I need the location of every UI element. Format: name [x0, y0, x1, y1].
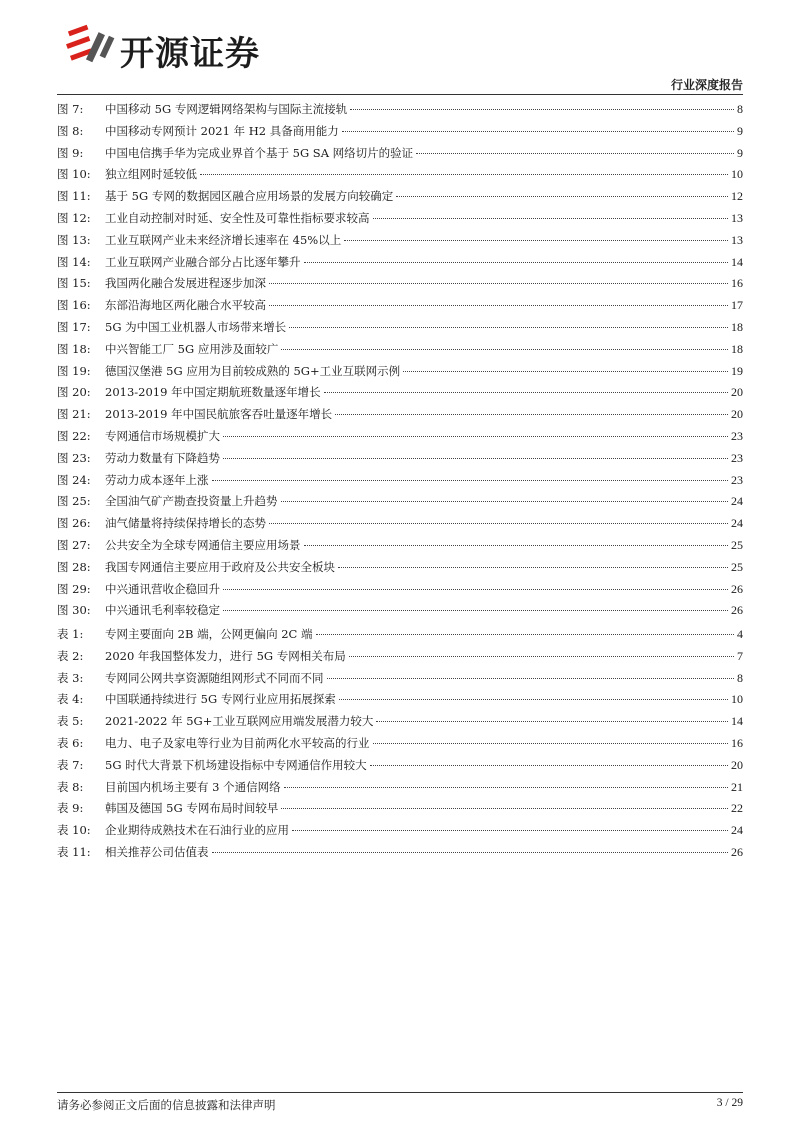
toc-entry-title: 专网同公网共享资源随组网形式不同而不同: [105, 670, 324, 685]
toc-entry-label: 图 26:: [57, 516, 91, 531]
toc-dot-leader: [281, 808, 728, 809]
toc-entry[interactable]: [57, 493, 743, 515]
toc-entry-page: 23: [731, 472, 743, 487]
toc-entry-label: 图 25:: [57, 494, 91, 509]
toc-entry-title: 工业自动控制对时延、安全性及可靠性指标要求较高: [105, 210, 370, 225]
toc-entry[interactable]: [57, 844, 743, 866]
toc-entry-title: 韩国及德国 5G 专网布局时间较早: [105, 801, 279, 816]
toc-dot-leader: [416, 153, 734, 154]
toc-entry-label: 图 29:: [57, 581, 91, 596]
toc-entry[interactable]: [57, 602, 743, 624]
page-indicator: 3 / 29: [716, 1097, 743, 1109]
toc-entry-title: 工业互联网产业未来经济增长速率在 45%以上: [105, 232, 342, 247]
toc-entry-title: 基于 5G 专网的数据园区融合应用场景的发展方向较确定: [105, 189, 394, 204]
toc-entry-label: 图 18:: [57, 341, 91, 356]
toc-dot-leader: [292, 830, 728, 831]
toc-entry-page: 12: [731, 189, 743, 204]
toc-entry-label: 表 11:: [57, 844, 91, 859]
toc-entry-page: 24: [731, 516, 743, 531]
toc-dot-leader: [223, 589, 728, 590]
toc-entry[interactable]: [57, 735, 743, 757]
toc-dot-leader: [370, 765, 728, 766]
toc-entry-title: 我国两化融合发展进程逐步加深: [105, 276, 266, 291]
footer-divider: [57, 1092, 743, 1093]
toc-entry-page: 14: [731, 714, 743, 729]
toc-dot-leader: [349, 656, 734, 657]
toc-entry-label: 表 8:: [57, 779, 84, 794]
footer-disclaimer: 请务必参阅正文后面的信息披露和法律声明: [57, 1098, 276, 1112]
toc-entry-label: 表 3:: [57, 670, 84, 685]
toc-entry-page: 9: [737, 123, 743, 138]
toc-entry-label: 图 10:: [57, 167, 91, 182]
toc-entry-label: 图 13:: [57, 232, 91, 247]
toc-entry-page: 25: [731, 537, 743, 552]
toc-entry[interactable]: [57, 757, 743, 779]
toc-entry-page: 18: [731, 341, 743, 356]
toc-dot-leader: [289, 327, 728, 328]
toc-entry[interactable]: [57, 691, 743, 713]
toc-entry-label: 图 21:: [57, 407, 91, 422]
toc-entry-page: 21: [731, 779, 743, 794]
toc-entry-page: 10: [731, 167, 743, 182]
toc-entry-page: 10: [731, 692, 743, 707]
toc-entry-page: 26: [731, 581, 743, 596]
toc-dot-leader: [304, 545, 729, 546]
toc-entry-label: 表 5:: [57, 714, 84, 729]
toc-dot-leader: [269, 283, 728, 284]
toc-entry-title: 独立组网时延较低: [105, 167, 197, 182]
logo-mark-icon: [64, 22, 116, 70]
toc-entry-page: 8: [737, 102, 743, 116]
toc-entry[interactable]: [57, 626, 743, 648]
toc-entry-title: 公共安全为全球专网通信主要应用场景: [105, 537, 301, 552]
toc-entry-title: 5G 为中国工业机器人市场带来增长: [105, 319, 287, 334]
toc-entry-label: 图 30:: [57, 603, 91, 618]
toc-entry-title: 中国联通持续进行 5G 专网行业应用拓展探索: [105, 692, 336, 707]
toc-dot-leader: [269, 523, 728, 524]
toc-entry-title: 电力、电子及家电等行业为目前两化水平较高的行业: [105, 735, 370, 750]
toc-entry-label: 图 17:: [57, 319, 91, 334]
toc-entry-page: 16: [731, 735, 743, 750]
toc-entry[interactable]: [57, 384, 743, 406]
toc-entry-title: 相关推荐公司估值表: [105, 844, 209, 859]
toc-entry-page: 19: [731, 363, 743, 378]
toc-entry-title: 2013-2019 年中国民航旅客吞吐量逐年增长: [105, 407, 333, 422]
toc-dot-leader: [284, 787, 728, 788]
toc-entry-label: 图 12:: [57, 210, 91, 225]
toc-entry-title: 2020 年我国整体发力，进行 5G 专网相关布局: [105, 648, 346, 663]
toc-entry-title: 中国移动 5G 专网逻辑网络架构与国际主流接轨: [105, 102, 348, 116]
toc-dot-leader: [212, 480, 729, 481]
toc-entry[interactable]: [57, 101, 743, 123]
toc-dot-leader: [403, 371, 728, 372]
toc-entry-label: 图 11:: [57, 189, 91, 204]
toc-entry[interactable]: [57, 188, 743, 210]
toc-entry-title: 我国专网通信主要应用于政府及公共安全板块: [105, 559, 335, 574]
toc-dot-leader: [316, 634, 734, 635]
toc-entry[interactable]: [57, 515, 743, 537]
toc-entry-label: 图 24:: [57, 472, 91, 487]
toc-dot-leader: [223, 458, 728, 459]
toc-entry-page: 25: [731, 559, 743, 574]
toc-entry-page: 16: [731, 276, 743, 291]
toc-entry-label: 表 9:: [57, 801, 84, 816]
toc-entry[interactable]: [57, 275, 743, 297]
toc-entry-page: 23: [731, 450, 743, 465]
toc-entry-page: 7: [737, 648, 743, 663]
toc-entry[interactable]: [57, 145, 743, 167]
toc-dot-leader: [327, 678, 735, 679]
toc-entry-page: 18: [731, 319, 743, 334]
toc-entry[interactable]: [57, 822, 743, 844]
toc-entry-label: 图 23:: [57, 450, 91, 465]
toc-entry[interactable]: [57, 581, 743, 603]
toc-entry-page: 24: [731, 494, 743, 509]
toc-entry-page: 26: [731, 603, 743, 618]
toc-entry-label: 图 16:: [57, 298, 91, 313]
toc-dot-leader: [281, 349, 728, 350]
toc-entry[interactable]: [57, 341, 743, 363]
toc-entry[interactable]: [57, 713, 743, 735]
toc-dot-leader: [223, 610, 728, 611]
figure-index-list: [57, 101, 743, 624]
toc-entry-title: 劳动力数量有下降趋势: [105, 450, 220, 465]
toc-entry-label: 表 7:: [57, 757, 84, 772]
toc-entry[interactable]: [57, 559, 743, 581]
toc-entry[interactable]: [57, 670, 743, 692]
toc-entry[interactable]: [57, 210, 743, 232]
toc-dot-leader: [373, 218, 729, 219]
toc-entry[interactable]: [57, 537, 743, 559]
toc-entry-title: 专网通信市场规模扩大: [105, 428, 220, 443]
toc-entry-label: 图 9:: [57, 145, 84, 160]
toc-entry-label: 图 7:: [57, 102, 84, 116]
toc-entry-title: 德国汉堡港 5G 应用为目前较成熟的 5G+工业互联网示例: [105, 363, 401, 378]
toc-entry-page: 23: [731, 428, 743, 443]
table-index-list: [57, 626, 743, 866]
toc-entry-title: 2021-2022 年 5G+工业互联网应用端发展潜力较大: [105, 714, 374, 729]
toc-entry-title: 5G 时代大背景下机场建设指标中专网通信作用较大: [105, 757, 367, 772]
toc-entry[interactable]: [57, 450, 743, 472]
toc-entry-page: 13: [731, 210, 743, 225]
toc-entry[interactable]: [57, 428, 743, 450]
toc-entry-title: 企业期待成熟技术在石油行业的应用: [105, 823, 289, 838]
toc-entry-title: 中国移动专网预计 2021 年 H2 具备商用能力: [105, 123, 339, 138]
toc-entry-title: 中兴通讯营收企稳回升: [105, 581, 220, 596]
toc-entry-title: 中兴通讯毛利率较稳定: [105, 603, 220, 618]
toc-entry[interactable]: [57, 232, 743, 254]
toc-dot-leader: [344, 240, 728, 241]
toc-entry[interactable]: [57, 779, 743, 801]
toc-entry-title: 工业互联网产业融合部分占比逐年攀升: [105, 254, 301, 269]
toc-dot-leader: [223, 436, 728, 437]
toc-entry-label: 图 20:: [57, 385, 91, 400]
toc-entry-page: 13: [731, 232, 743, 247]
toc-entry-title: 东部沿海地区两化融合水平较高: [105, 298, 266, 313]
toc-entry-page: 8: [737, 670, 743, 685]
toc-entry-title: 中兴智能工厂 5G 应用涉及面较广: [105, 341, 279, 356]
report-type: 行业深度报告: [670, 78, 743, 92]
toc-entry-label: 图 8:: [57, 123, 84, 138]
toc-dot-leader: [335, 414, 728, 415]
logo-text: 开源证券: [120, 34, 260, 74]
company-logo: [64, 22, 304, 72]
toc-entry-title: 油气储量将持续保持增长的态势: [105, 516, 266, 531]
toc-entry[interactable]: [57, 363, 743, 385]
toc-entry-label: 表 1:: [57, 627, 84, 641]
toc-entry-label: 表 10:: [57, 823, 91, 838]
toc-entry-page: 20: [731, 385, 743, 400]
toc-entry-page: 4: [737, 627, 743, 641]
toc-dot-leader: [281, 501, 729, 502]
toc-entry[interactable]: [57, 800, 743, 822]
toc-entry-page: 17: [731, 298, 743, 313]
toc-entry-label: 图 15:: [57, 276, 91, 291]
toc-dot-leader: [350, 109, 734, 110]
toc-entry-page: 20: [731, 407, 743, 422]
toc-entry-page: 22: [731, 801, 743, 816]
toc-dot-leader: [324, 392, 728, 393]
toc-dot-leader: [396, 196, 728, 197]
toc-dot-leader: [212, 852, 729, 853]
toc-entry-label: 图 22:: [57, 428, 91, 443]
toc-dot-leader: [373, 743, 729, 744]
toc-entry-title: 劳动力成本逐年上涨: [105, 472, 209, 487]
toc-entry[interactable]: [57, 123, 743, 145]
toc-entry-label: 表 2:: [57, 648, 84, 663]
toc-entry[interactable]: [57, 406, 743, 428]
toc-dot-leader: [200, 174, 728, 175]
toc-entry-label: 图 28:: [57, 559, 91, 574]
toc-dot-leader: [304, 262, 729, 263]
toc-entry-title: 中国电信携手华为完成业界首个基于 5G SA 网络切片的验证: [105, 145, 414, 160]
toc-entry[interactable]: [57, 254, 743, 276]
toc-entry-page: 26: [731, 844, 743, 859]
toc-entry-page: 24: [731, 823, 743, 838]
toc-entry-label: 表 6:: [57, 735, 84, 750]
toc-entry-page: 9: [737, 145, 743, 160]
toc-entry-label: 图 14:: [57, 254, 91, 269]
toc-dot-leader: [342, 131, 734, 132]
toc-entry[interactable]: [57, 297, 743, 319]
toc-entry-label: 表 4:: [57, 692, 84, 707]
toc-entry-title: 全国油气矿产勘查投资量上升趋势: [105, 494, 278, 509]
toc-entry-title: 专网主要面向 2B 端，公网更偏向 2C 端: [105, 627, 313, 641]
toc-entry[interactable]: [57, 472, 743, 494]
toc-entry-page: 14: [731, 254, 743, 269]
toc-entry[interactable]: [57, 166, 743, 188]
toc-entry[interactable]: [57, 648, 743, 670]
header-divider: [57, 94, 743, 95]
toc-entry[interactable]: [57, 319, 743, 341]
toc-dot-leader: [339, 699, 728, 700]
toc-entry-label: 图 27:: [57, 537, 91, 552]
toc-dot-leader: [269, 305, 728, 306]
toc-dot-leader: [376, 721, 728, 722]
toc-dot-leader: [338, 567, 728, 568]
toc-entry-title: 2013-2019 年中国定期航班数量逐年增长: [105, 385, 321, 400]
toc-entry-title: 目前国内机场主要有 3 个通信网络: [105, 779, 281, 794]
toc-entry-page: 20: [731, 757, 743, 772]
toc-entry-label: 图 19:: [57, 363, 91, 378]
